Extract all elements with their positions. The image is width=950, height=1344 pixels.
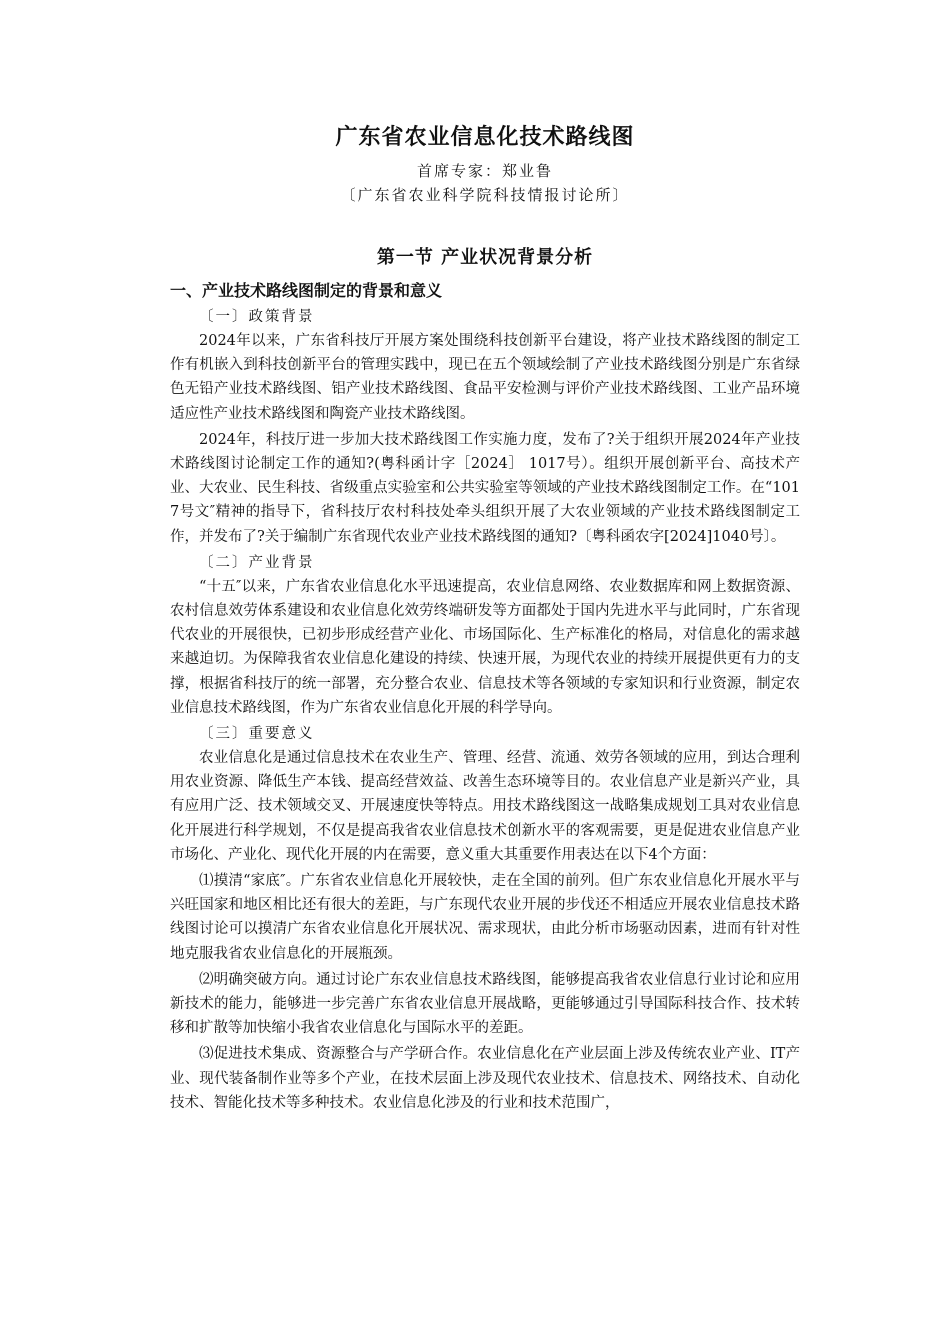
paragraph: 2024年，科技厅进一步加大技术路线图工作实施力度，发布了?关于组织开展2024年产业技术路线图讨论制定工作的通知?(粤科函计字［2024］ 1017号）。组织开展创新平台、高技术产业、大农业、民生科技、省级重点实验室和公共实验室等领域的产业技术路线图制定工作。在“1017号文″精神的指导下，省科技厅农村科技处牵头组织开展了大农业领域的产业技术路线图制定工作，并发布了?关于编制广东省现代农业产业技术路线图的通知?〔粤科函农字[2024]1040号〕。 (170, 431, 800, 545)
paragraph: 农业信息化是通过信息技术在农业生产、管理、经营、流通、效劳各领域的应用，到达合理利用农业资源、降低生产本钱、提高经营效益、改善生态环境等目的。农业信息产业是新兴产业，具有应用广泛、技术领域交叉、开展速度快等特点。用技术路线图这一战略集成规划工具对农业信息化开展进行科学规划，不仅是提高我省农业信息技术创新水平的客观需要，更是促进农业信息产业市场化、产业化、现代化开展的内在需要，意义重大其重要作用表达在以下4个方面： (170, 750, 800, 863)
paragraph: ⑴摸清“家底″。广东省农业信息化开展较快，走在全国的前列。但广东农业信息化开展水平与兴旺国家和地区相比还有很大的差距，与广东现代农业开展的步伐还不相适应开展农业信息技术路线图讨论可以摸清广东省农业信息化开展状况、需求现状，由此分析市场驱动因素，进而有针对性地克服我省农业信息化的开展瓶颈。 (170, 873, 800, 962)
paragraph: 2024年以来，广东省科技厅开展方案处围绕科技创新平台建设，将产业技术路线图的制定工作有机嵌入到科技创新平台的管理实践中，现已在五个领域绘制了产业技术路线图分别是广东省绿色无铅产业技术路线图、铝产业技术路线图、食品平安检测与评价产业技术路线图、工业产品环境适应性产业技术路线图和陶瓷产业技术路线图。 (170, 333, 800, 422)
document-title: 广东省农业信息化技术路线图 (335, 125, 635, 150)
section-title: 第一节 产业状况背景分析 (376, 247, 594, 268)
subheading-industry: 〔二〕产业背景 (199, 554, 315, 571)
heading-background: 一、产业技术路线图制定的背景和意义 (170, 281, 443, 300)
subheading-policy: 〔一〕政策背景 (199, 309, 315, 325)
subheading-significance: 〔三〕重要意义 (199, 726, 315, 743)
paragraph: “十五″以来，广东省农业信息化水平迅速提高，农业信息网络、农业数据库和网上数据资源、农村信息效劳体系建设和农业信息化效劳终端研发等方面都处于国内先进水平与此同时，广东省现代农业的开展很快，已初步形成经营产业化、市场国际化、生产标准化的格局，对信息化的需求越来越迫切。为保障我省农业信息化建设的持续、快速开展，为现代农业的持续开展提供更有力的支撑，根据省科技厅的统一部署，充分整合农业、信息技术等各领域的专家知识和行业资源，制定农业信息技术路线图，作为广东省农业信息化开展的科学导向。 (170, 578, 800, 716)
paragraph: ⑶促进技术集成、资源整合与产学研合作。农业信息化在产业层面上涉及传统农业产业、IT产业、现代装备制作业等多个产业，在技术层面上涉及现代农业技术、信息技术、网络技术、自动化技术、智能化技术等多种技术。农业信息化涉及的行业和技术范围广， (170, 1046, 800, 1111)
chief-expert: 首席专家：郑业鲁 (416, 162, 553, 180)
institution: 〔广东省农业科学院科技情报讨论所〕 (340, 186, 630, 204)
paragraph: ⑵明确突破方向。通过讨论广东农业信息技术路线图，能够提高我省农业信息行业讨论和应用新技术的能力，能够进一步完善广东省农业信息开展战略，更能够通过引导国际科技合作、技术转移和扩散等加快缩小我省农业信息化与国际水平的差距。 (170, 971, 800, 1037)
